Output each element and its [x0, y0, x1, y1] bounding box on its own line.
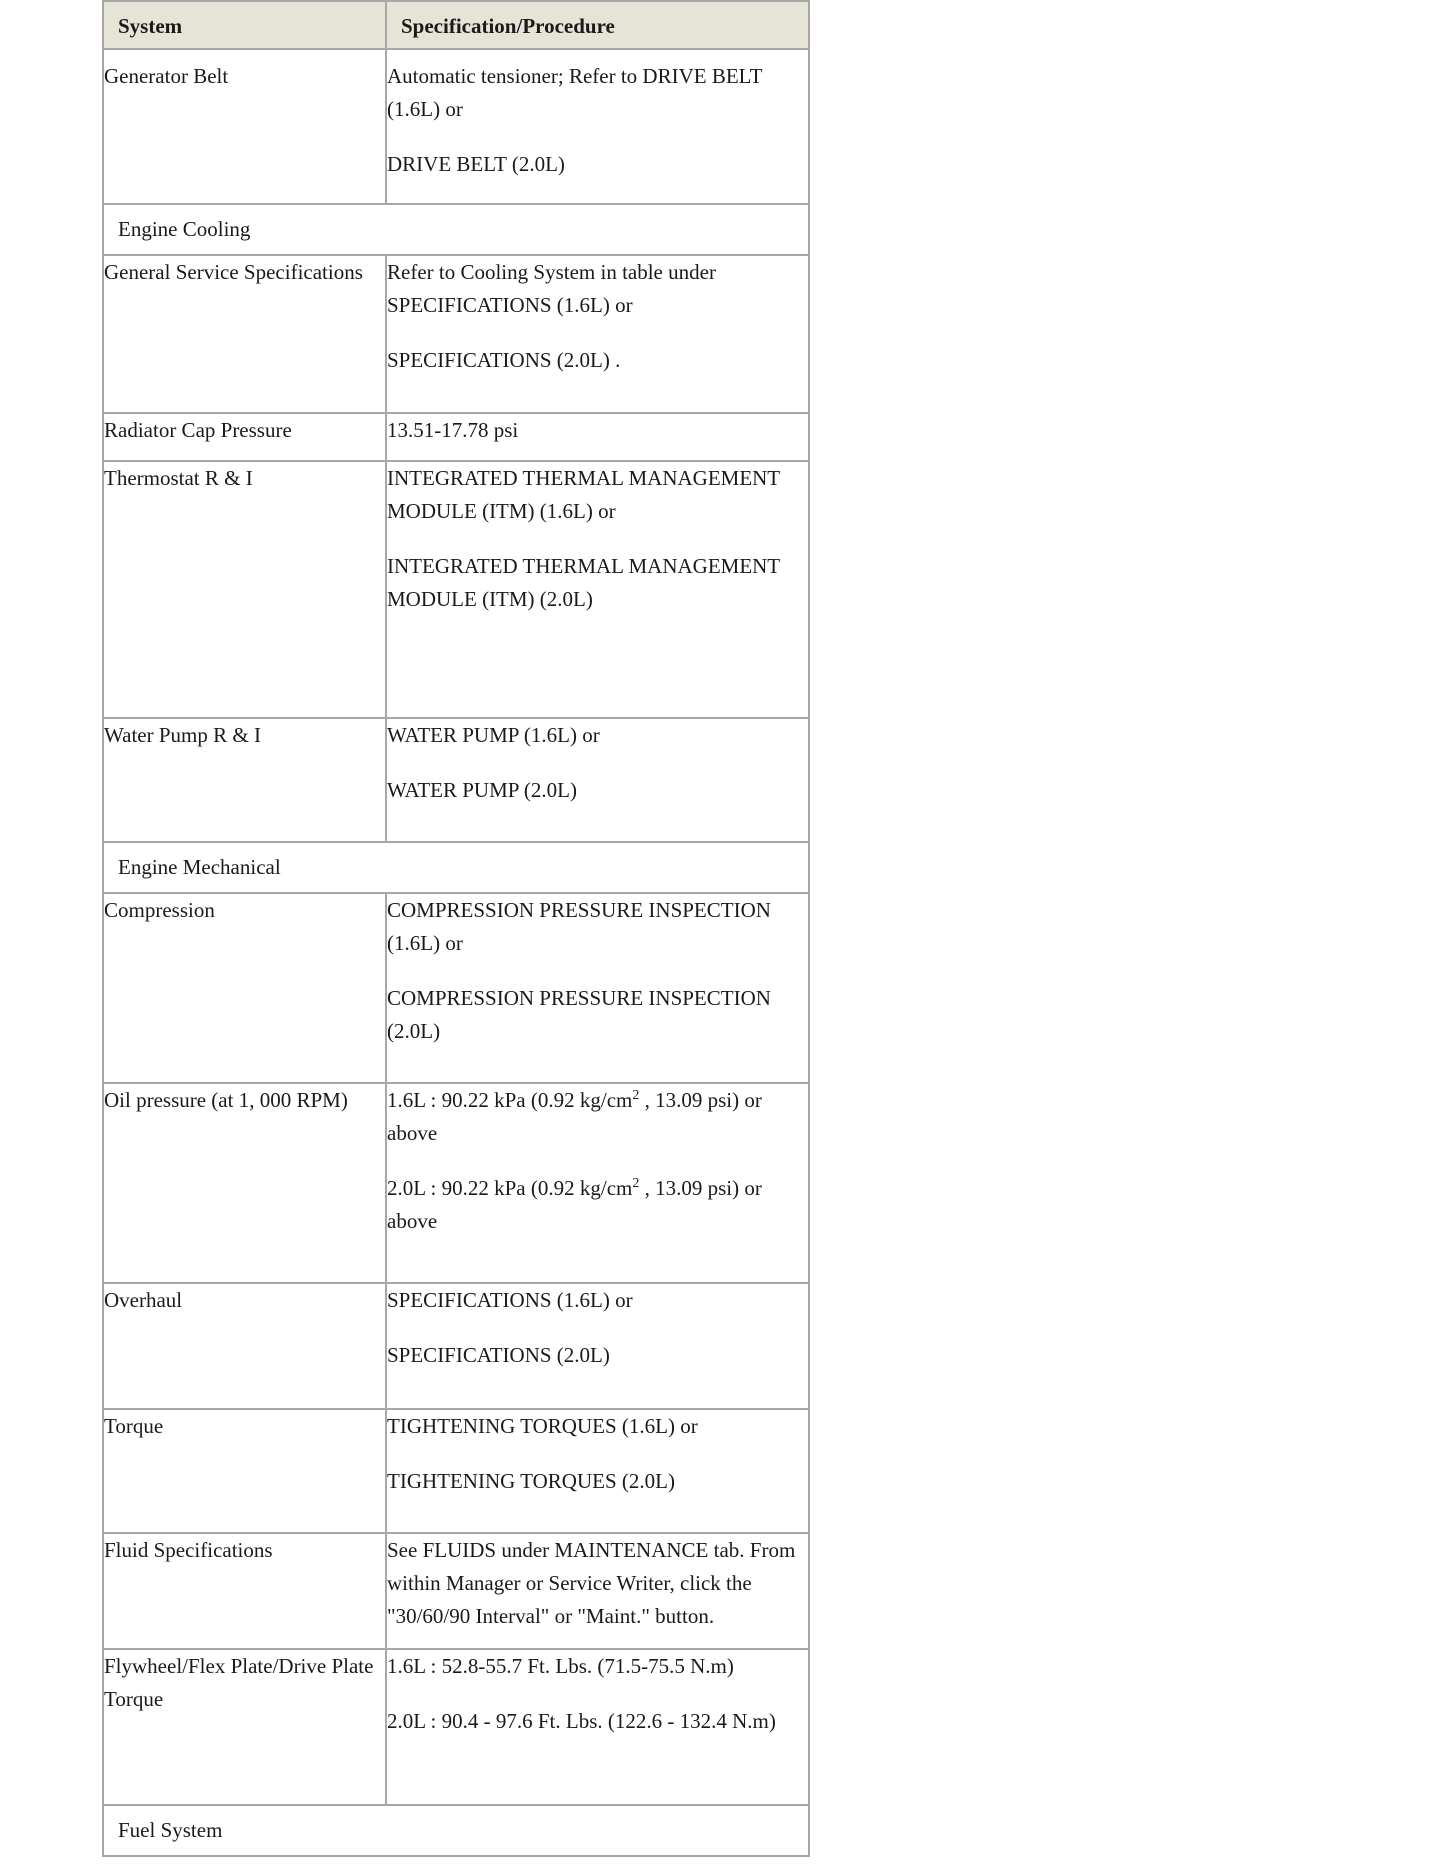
row-value [386, 1649, 809, 1805]
row-label: Radiator Cap Pressure [103, 413, 386, 461]
row-value [386, 718, 809, 842]
section-label: Engine Cooling [103, 204, 809, 255]
spec-paragraph: WATER PUMP (2.0L) [387, 778, 577, 802]
row-value [386, 49, 809, 204]
row-value [386, 1283, 809, 1409]
row-value [386, 1083, 809, 1283]
spec-paragraph: TIGHTENING TORQUES (1.6L) or [387, 1414, 698, 1438]
row-label: Flywheel/Flex Plate/Drive Plate Torque [103, 1649, 386, 1805]
row-label: General Service Specifications [103, 255, 386, 413]
header-system: System [103, 1, 386, 49]
table-row [103, 1283, 809, 1409]
table-row [103, 49, 809, 204]
spec-paragraph: WATER PUMP (1.6L) or [387, 723, 600, 747]
table-row [103, 1083, 809, 1283]
section-row [103, 1805, 809, 1856]
row-label: Fluid Specifications [103, 1533, 386, 1649]
spec-paragraph: INTEGRATED THERMAL MANAGEMENT MODULE (ITM) (1.6L) or [387, 466, 780, 523]
spec-paragraph: Automatic tensioner; Refer to DRIVE BELT (1.6L) or [387, 64, 763, 121]
section-label: Engine Mechanical [103, 842, 809, 893]
table-row [103, 413, 809, 461]
spec-paragraph: SPECIFICATIONS (2.0L) . [387, 348, 621, 372]
header-spec: Specification/Procedure [386, 1, 809, 49]
spec-paragraph [387, 1084, 802, 1150]
oil-16-text-a: 1.6L : 90.22 kPa (0.92 kg/cm [387, 1088, 633, 1112]
table-header-row [103, 1, 809, 49]
row-label: Torque [103, 1409, 386, 1533]
spec-paragraph: COMPRESSION PRESSURE INSPECTION (1.6L) or [387, 898, 771, 955]
section-row [103, 842, 809, 893]
row-label: Compression [103, 893, 386, 1083]
row-value [386, 255, 809, 413]
table-row [103, 255, 809, 413]
row-label: Oil pressure (at 1, 000 RPM) [103, 1083, 386, 1283]
section-row [103, 204, 809, 255]
spec-paragraph: SPECIFICATIONS (2.0L) [387, 1343, 610, 1367]
row-label: Thermostat R & I [103, 461, 386, 718]
table-row [103, 1409, 809, 1533]
superscript: 2 [632, 1176, 640, 1191]
spec-value: See FLUIDS under MAINTENANCE tab. From within Manager or Service Writer, click the "30/60/90 Interval" or "Maint." button. [387, 1538, 796, 1628]
table-row [103, 461, 809, 718]
spec-paragraph: SPECIFICATIONS (1.6L) or [387, 1288, 633, 1312]
spec-value: 13.51-17.78 psi [387, 418, 519, 442]
row-label: Water Pump R & I [103, 718, 386, 842]
spec-paragraph [387, 1172, 802, 1238]
table-row [103, 1649, 809, 1805]
oil-20-text-a: 2.0L : 90.22 kPa (0.92 kg/cm [387, 1176, 633, 1200]
specification-table [102, 0, 810, 1857]
row-label: Overhaul [103, 1283, 386, 1409]
spec-paragraph: COMPRESSION PRESSURE INSPECTION (2.0L) [387, 986, 771, 1043]
spec-paragraph: 1.6L : 52.8-55.7 Ft. Lbs. (71.5-75.5 N.m) [387, 1654, 734, 1678]
row-value [386, 413, 809, 461]
row-label: Generator Belt [103, 49, 386, 204]
oil-20-text-b: , 13.09 psi) or above [387, 1176, 762, 1233]
row-value [386, 893, 809, 1083]
spec-paragraph: 2.0L : 90.4 - 97.6 Ft. Lbs. (122.6 - 132.4 N.m) [387, 1709, 776, 1733]
superscript: 2 [632, 1088, 640, 1103]
table-row [103, 718, 809, 842]
row-value [386, 1533, 809, 1649]
spec-paragraph: TIGHTENING TORQUES (2.0L) [387, 1469, 675, 1493]
row-value [386, 461, 809, 718]
table-row [103, 893, 809, 1083]
spec-paragraph: DRIVE BELT (2.0L) [387, 152, 565, 176]
spec-paragraph: INTEGRATED THERMAL MANAGEMENT MODULE (ITM) (2.0L) [387, 554, 780, 611]
table-row [103, 1533, 809, 1649]
oil-16-text-b: , 13.09 psi) or above [387, 1088, 762, 1145]
section-label: Fuel System [103, 1805, 809, 1856]
spec-paragraph: Refer to Cooling System in table under SPECIFICATIONS (1.6L) or [387, 260, 716, 317]
row-value [386, 1409, 809, 1533]
